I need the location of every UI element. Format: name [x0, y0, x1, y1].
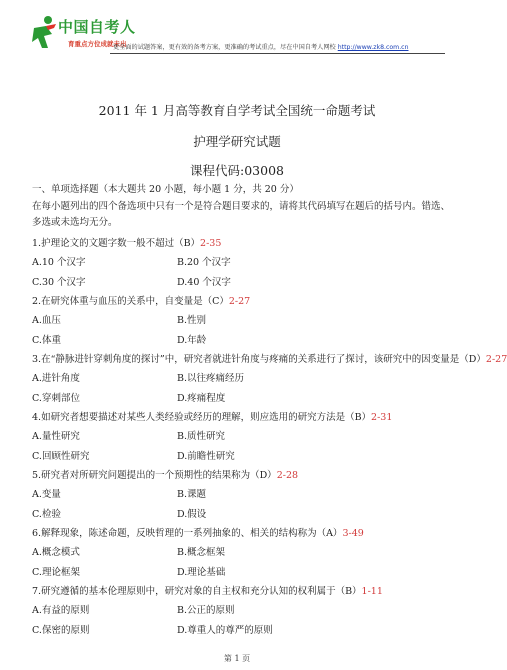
tagline-text: 更全面的试题答案，更有效的备考方案，更准确的考试重点，尽在中国自考人网校: [113, 44, 336, 51]
exam-content: [32, 182, 507, 641]
answer-ref: 2-31: [371, 411, 393, 423]
option-d: D.理论基础: [177, 566, 226, 578]
stem-text: 4.如研究者想要描述对某些人类经验或经历的理解，则应选用的研究方法是（B）: [32, 411, 372, 423]
options-row: [32, 389, 452, 409]
question-1: [32, 235, 452, 293]
options-row: [32, 505, 452, 525]
option-b: B.质性研究: [177, 431, 226, 442]
stem-text: 6.解释现象，陈述命题，反映哲理的一系列抽象的、相关的结构称为（A）: [32, 527, 343, 539]
exam-titles: [0, 103, 474, 179]
option-b: B.公正的原则: [177, 605, 235, 616]
option-b: B.性别: [177, 315, 207, 326]
options-row: [32, 602, 452, 622]
options-row: [32, 254, 452, 274]
option-c: C.回顾性研究: [32, 450, 90, 462]
option-b: B.以往疼痛经历: [177, 373, 245, 384]
option-d: D.前瞻性研究: [177, 450, 235, 462]
header-tagline: [113, 42, 409, 51]
option-a: A.有益的原则: [32, 605, 90, 616]
answer-ref: 1-11: [361, 585, 383, 597]
page-header: [0, 0, 474, 62]
options-row: [32, 428, 452, 448]
option-c: C.30 个汉字: [32, 276, 86, 288]
question-stem: [32, 467, 452, 486]
option-d: D.假设: [177, 508, 207, 520]
course-code: 课程代码:03008: [190, 163, 284, 178]
option-d: D.尊重人的尊严的原则: [177, 624, 273, 636]
logo-slogan: 育重点方位成就未出: [68, 40, 127, 48]
question-stem: [32, 525, 452, 544]
question-6: [32, 525, 452, 583]
options-row: [32, 370, 452, 390]
option-c: C.穿刺部位: [32, 392, 80, 404]
option-c: C.保密的原则: [32, 624, 90, 636]
options-row: [32, 621, 452, 641]
option-b: B.20 个汉字: [177, 257, 231, 268]
question-stem: [32, 235, 452, 254]
stem-text: 1.护理论文的文题字数一般不超过（B）: [32, 237, 201, 249]
options-row: [32, 544, 452, 564]
question-7: [32, 583, 452, 641]
section-heading: 一、单项选择题（本大题共 20 小题，每小题 1 分，共 20 分）: [32, 184, 299, 195]
question-4: [32, 409, 452, 467]
question-3: [32, 351, 507, 409]
option-a: A.血压: [32, 315, 61, 326]
option-d: D.疼痛程度: [177, 392, 226, 404]
option-c: C.理论框架: [32, 566, 80, 578]
options-row: [32, 312, 452, 332]
stem-text: 5.研究者对所研究问题提出的一个预期性的结果称为（D）: [32, 469, 277, 481]
option-a: A.变量: [32, 489, 61, 500]
answer-ref: 2-27: [228, 295, 251, 307]
question-2: [32, 293, 452, 351]
question-stem: [32, 583, 452, 602]
options-row: [32, 447, 452, 467]
option-d: D.年龄: [177, 334, 207, 346]
exam-title: 2011 年 1 月高等教育自学考试全国统一命题考试: [98, 103, 376, 118]
option-d: D.40 个汉字: [177, 276, 231, 288]
subject-title: 护理学研究试题: [193, 134, 281, 149]
running-person-logo-icon: [30, 14, 58, 50]
stem-text: 2.在研究体重与血压的关系中，自变量是（C）: [32, 295, 229, 307]
option-b: B.课题: [177, 489, 207, 500]
option-a: A.10 个汉字: [32, 257, 86, 268]
answer-ref: 2-28: [276, 469, 299, 481]
question-stem: [32, 293, 452, 312]
question-stem: [32, 351, 507, 370]
site-url-link[interactable]: http://www.zk8.com.cn: [337, 44, 409, 51]
option-a: A.量性研究: [32, 431, 80, 442]
options-row: [32, 486, 452, 506]
options-row: [32, 563, 452, 583]
header-divider: [110, 53, 445, 54]
answer-ref: 2-35: [200, 237, 222, 249]
option-b: B.概念框架: [177, 547, 226, 558]
options-row: [32, 331, 452, 351]
options-row: [32, 273, 452, 293]
stem-text: 7.研究遵循的基本伦理原则中，研究对象的自主权和充分认知的权利属于（B）: [32, 585, 362, 597]
section-instructions: 在每小题列出的四个备选项中只有一个是符合题目要求的，请将其代码填写在题后的括号内。错选、多选或未选均无分。: [32, 200, 451, 228]
logo-title: 中国自考人: [58, 18, 136, 36]
option-a: A.进针角度: [32, 373, 80, 384]
answer-ref: 2-27: [485, 353, 507, 365]
option-c: C.体重: [32, 334, 61, 346]
stem-text: 3.在“静脉进针穿刺角度的探讨”中，研究者就进针角度与疼痛的关系进行了探讨，该研究中的因变量是（D）: [32, 353, 486, 365]
option-c: C.检验: [32, 508, 61, 520]
answer-ref: 3-49: [342, 527, 364, 539]
question-5: [32, 467, 452, 525]
question-stem: [32, 409, 452, 428]
page-number: 第 1 页: [223, 654, 251, 663]
option-a: A.概念模式: [32, 547, 80, 558]
